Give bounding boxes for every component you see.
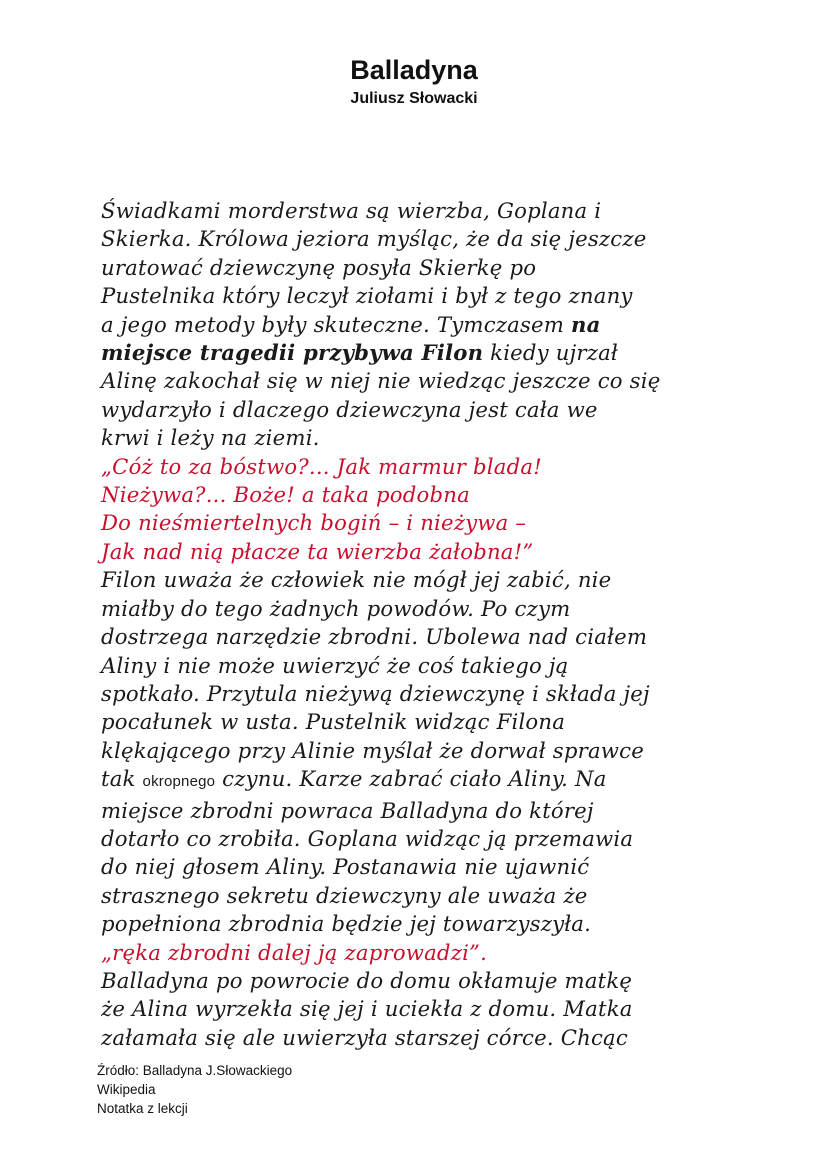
document-body: [101, 197, 741, 1052]
text-line: [101, 367, 741, 395]
body-text-segment: tak: [101, 766, 143, 792]
body-text-segment: Świadkami morderstwa są wierzba, Goplana i: [101, 198, 602, 223]
source-item: Notatka z lekcji: [97, 1101, 188, 1116]
body-text-segment: do niej głosem Aliny. Postanawia nie ujawnić: [101, 854, 590, 880]
text-line: [101, 825, 741, 853]
body-text-segment: czynu. Karze zabrać ciało Aliny. Na: [215, 766, 607, 792]
body-text-segment: miejsce zbrodni powraca Balladyna do której: [101, 797, 594, 823]
text-line: [101, 282, 741, 310]
text-line: [101, 680, 741, 708]
inline-word: okropnego: [142, 773, 216, 791]
body-text-segment: dotarło co zrobiła. Goplana widząc ją przemawia: [101, 825, 634, 851]
body-text-segment: krwi i leży na ziemi.: [101, 425, 320, 451]
body-text-segment: Filon uważa że człowiek nie mógł jej zabić, nie: [101, 567, 612, 593]
text-line: [101, 995, 741, 1023]
text-line: [101, 225, 741, 253]
text-line: [101, 424, 741, 452]
text-line: [101, 623, 741, 651]
text-line: [101, 311, 741, 339]
document-header: [0, 52, 828, 110]
quote-text: Do nieśmiertelnych bogiń – i nieżywa –: [101, 510, 527, 536]
body-text-segment: że Alina wyrzekła się jej i uciekła z domu. Matka: [101, 996, 633, 1022]
text-line: [101, 453, 741, 481]
text-line: [101, 910, 741, 938]
text-line: [101, 967, 741, 995]
text-line: [101, 652, 741, 680]
body-text-segment: strasznego sekretu dziewczyny ale uważa że: [101, 882, 588, 908]
body-text-segment: wydarzyło i dlaczego dziewczyna jest cała we: [101, 396, 598, 422]
body-text-segment: popełniona zbrodnia będzie jej towarzyszyła.: [101, 911, 592, 937]
body-text-segment: Balladyna po powrocie do domu okłamuje matkę: [101, 967, 633, 993]
body-text-segment: miałby do tego żadnych powodów. Po czym: [101, 595, 571, 621]
text-line: [101, 566, 741, 594]
text-line: [101, 708, 741, 736]
text-line: [101, 797, 741, 825]
body-text-segment: pocałunek w usta. Pustelnik widząc Filona: [101, 709, 566, 735]
body-text-segment: Skierka. Królowa jeziora myśląc, że da się jeszcze: [101, 226, 647, 252]
text-line: [101, 765, 741, 796]
body-text-segment: Pustelnika który leczył ziołami i był z tego znany: [101, 283, 633, 309]
text-line: [101, 509, 741, 537]
text-line: [101, 197, 741, 225]
text-line: [101, 939, 741, 967]
document-title: Balladyna: [350, 55, 478, 85]
body-text-segment: Aliny i nie może uwierzyć że coś takiego ją: [101, 652, 569, 678]
text-line: [101, 737, 741, 765]
text-line: [101, 853, 741, 881]
body-text-segment: dostrzega narzędzie zbrodni. Ubolewa nad ciałem: [101, 624, 648, 650]
quote-text: Jak nad nią płacze ta wierzba żałobna!”: [101, 538, 534, 564]
text-line: [101, 339, 741, 367]
text-line: [101, 1024, 741, 1052]
text-line: [101, 538, 741, 566]
source-item: Wikipedia: [97, 1082, 156, 1097]
text-line: [101, 396, 741, 424]
body-text-segment: uratować dziewczynę posyła Skierkę po: [101, 254, 537, 280]
bold-text: miejsce tragedii przybywa Filon: [101, 340, 484, 366]
body-text-segment: kiedy ujrzał: [483, 340, 618, 366]
source-item: Źródło: Balladyna J.Słowackiego: [97, 1063, 293, 1078]
body-text-segment: a jego metody były skuteczne. Tymczasem: [101, 311, 571, 337]
body-text-segment: załamała się ale uwierzyła starszej córce. Chcąc: [101, 1024, 628, 1050]
text-line: [101, 254, 741, 282]
quote-text: „Cóż to za bóstwo?... Jak marmur blada!: [101, 453, 542, 479]
text-line: [101, 595, 741, 623]
text-line: [101, 481, 741, 509]
document-author: Juliusz Słowacki: [350, 90, 478, 107]
text-line: [101, 882, 741, 910]
bold-text: na: [571, 311, 601, 337]
quote-text: „ręka zbrodni dalej ją zaprowadzi”.: [101, 939, 488, 965]
body-text-segment: klękającego przy Alinie myślał że dorwał sprawce: [101, 737, 644, 763]
quote-text: Nieżywa?... Boże! a taka podobna: [101, 482, 470, 508]
sources-list: [97, 1061, 292, 1118]
body-text-segment: spotkało. Przytula nieżywą dziewczynę i składa jej: [101, 680, 650, 706]
body-text-segment: Alinę zakochał się w niej nie wiedząc jeszcze co się: [101, 368, 661, 394]
